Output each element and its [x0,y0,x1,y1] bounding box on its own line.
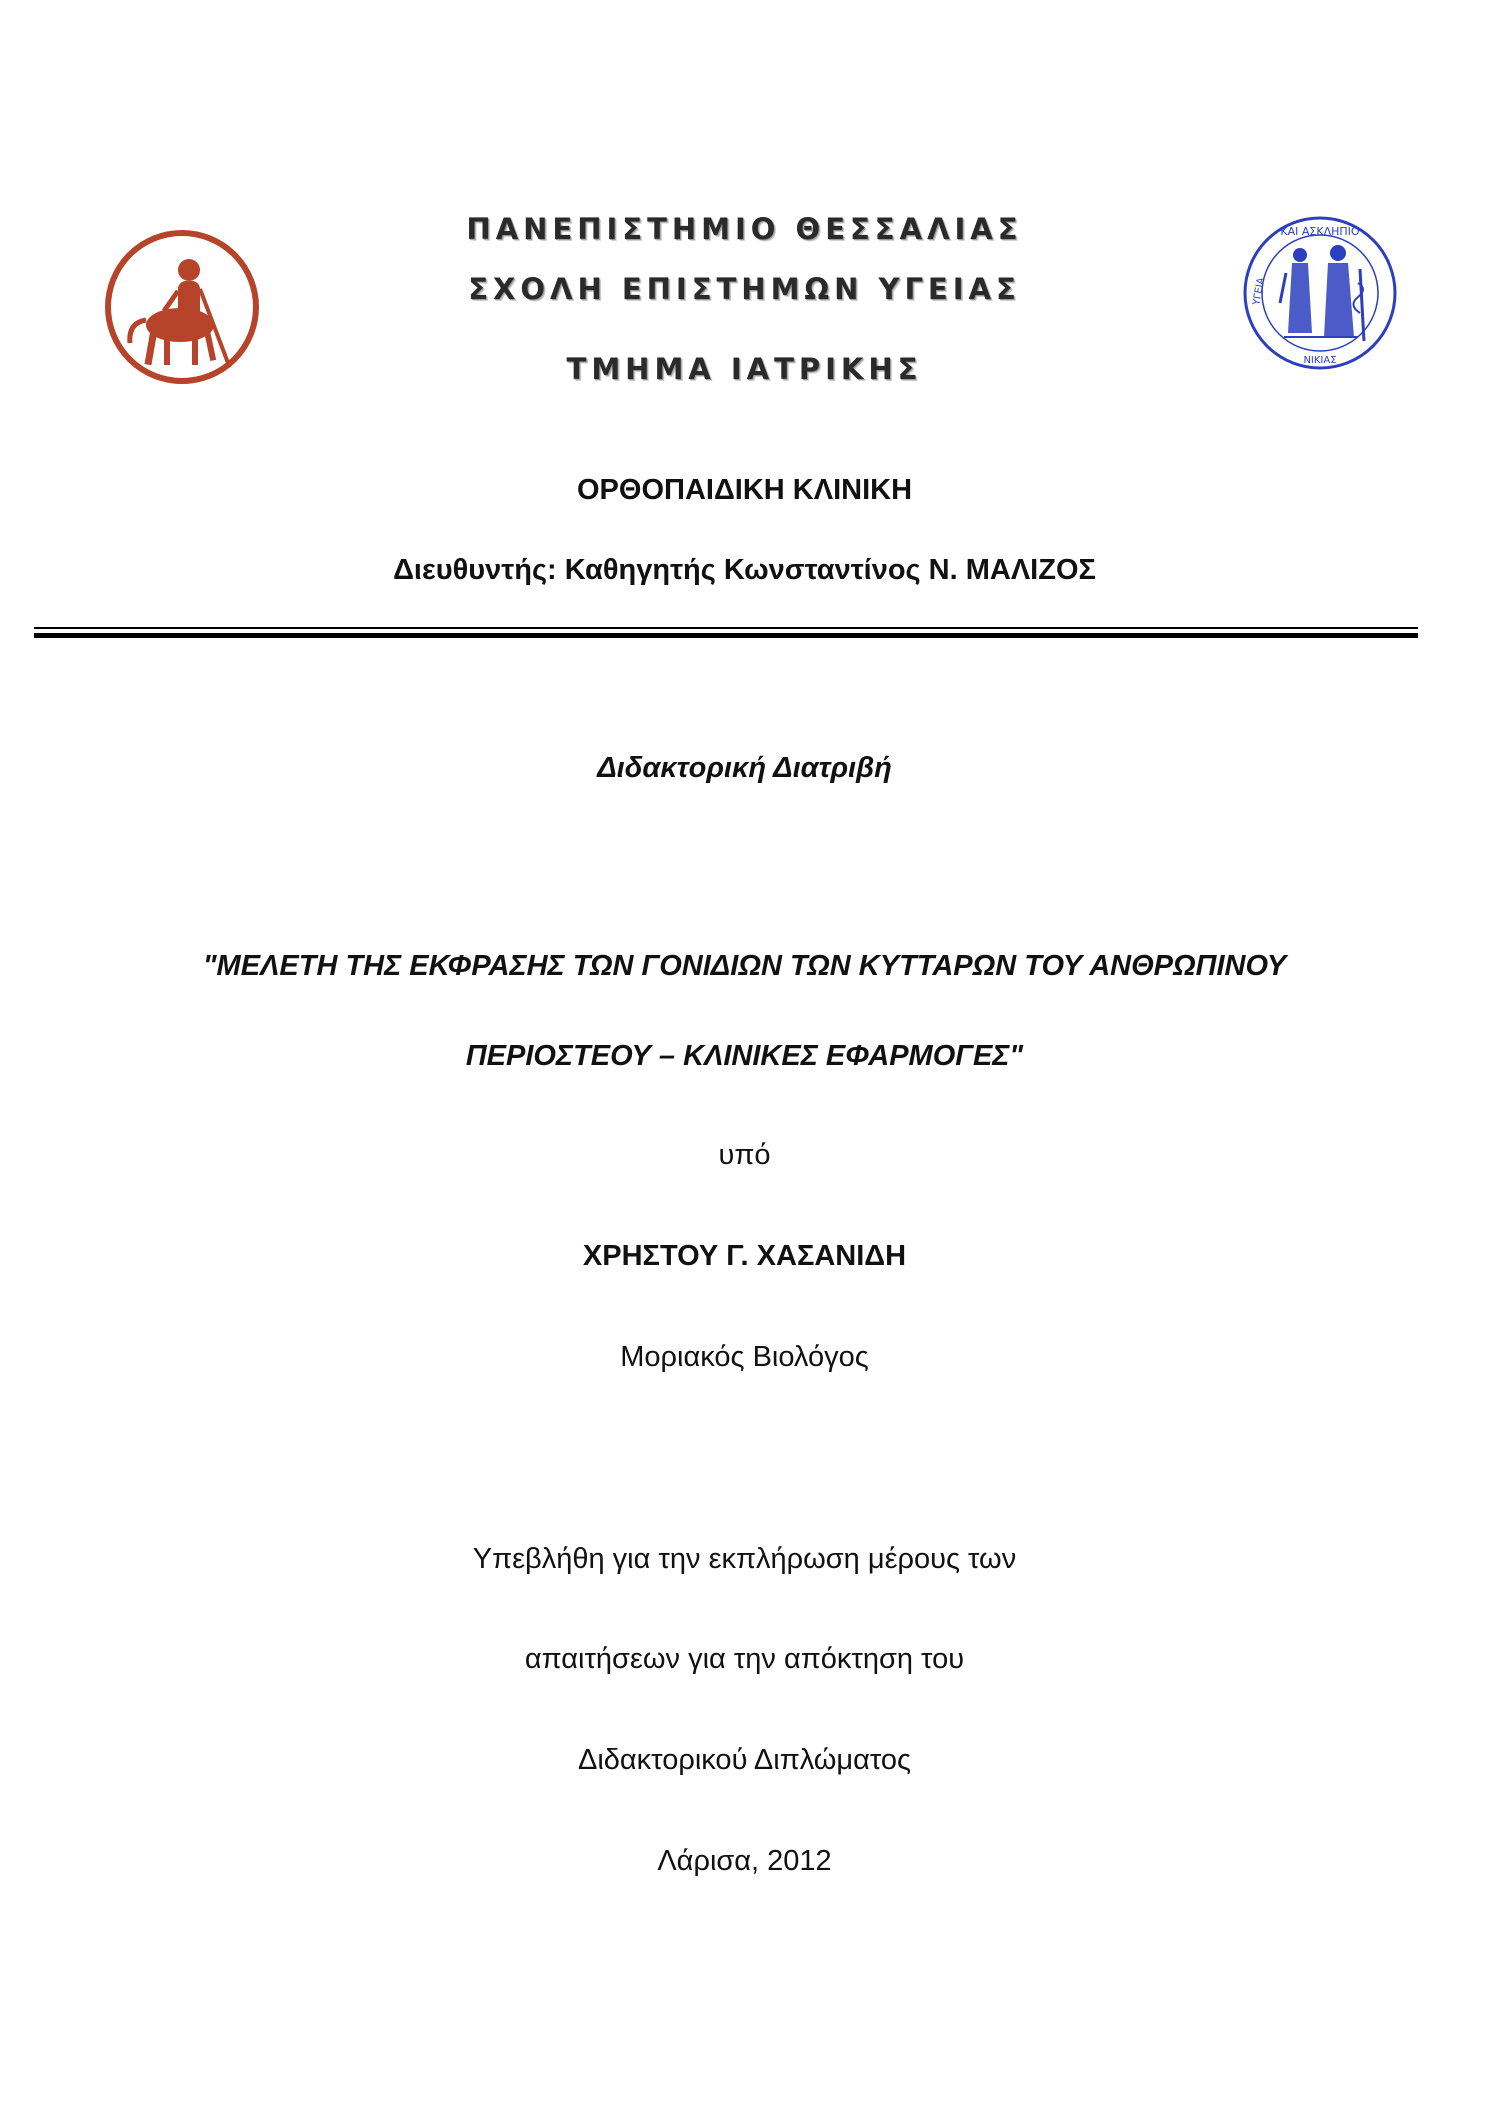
author-title: Μοριακός Βιολόγος [620,1341,869,1373]
department-name: ΤΜΗΜΑ ΙΑΤΡΙΚΗΣ [566,352,923,386]
thesis-title-line-1: "ΜΕΛΕΤΗ ΤΗΣ ΕΚΦΡΑΣΗΣ ΤΩΝ ΓΟΝΙΔΙΩΝ ΤΩΝ ΚΥΤΤΑΡΩΝ ΤΟΥ ΑΝΘΡΩΠΙΝΟΥ [202,950,1287,982]
school-name: ΣΧΟΛΗ ΕΠΙΣΤΗΜΩΝ ΥΓΕΙΑΣ [468,272,1021,306]
university-name: ΠΑΝΕΠΙΣΤΗΜΙΟ ΘΕΣΣΑΛΙΑΣ [466,212,1023,246]
submission-line-1: Υπεβλήθη για την εκπλήρωση μέρους των [472,1543,1017,1575]
header-divider-thick [34,633,1418,638]
submission-line-3: Διδακτορικού Διπλώματος [577,1744,912,1776]
document-type: Διδακτορική Διατριβή [597,752,892,784]
clinic-name: ΟΡΘΟΠΑΙΔΙΚΗ ΚΛΙΝΙΚΗ [576,474,913,506]
submission-line-2: απαιτήσεων για την απόκτηση του [524,1643,965,1675]
header-divider-thin [34,627,1418,629]
clinic-director: Διευθυντής: Καθηγητής Κωνσταντίνος Ν. ΜΑΛΙΖΟΣ [393,554,1096,586]
place-date: Λάρισα, 2012 [657,1845,832,1877]
author-name: ΧΡΗΣΤΟΥ Γ. ΧΑΣΑΝΙΔΗ [582,1240,907,1272]
seal-ring-text-left: ΥΓΕΙΑ [1251,276,1268,307]
seal-ring-text-bottom: ΝΙΚΙΑΣ [1303,355,1337,366]
seal-ring-text-top: ΚΑΙ ΑΣΚΛΗΠΙΟ [1280,225,1360,238]
by-label: υπό [718,1139,771,1171]
thesis-title-line-2: ΠΕΡΙΟΣΤΕΟΥ – ΚΛΙΝΙΚΕΣ ΕΦΑΡΜΟΓΕΣ" [465,1040,1024,1072]
